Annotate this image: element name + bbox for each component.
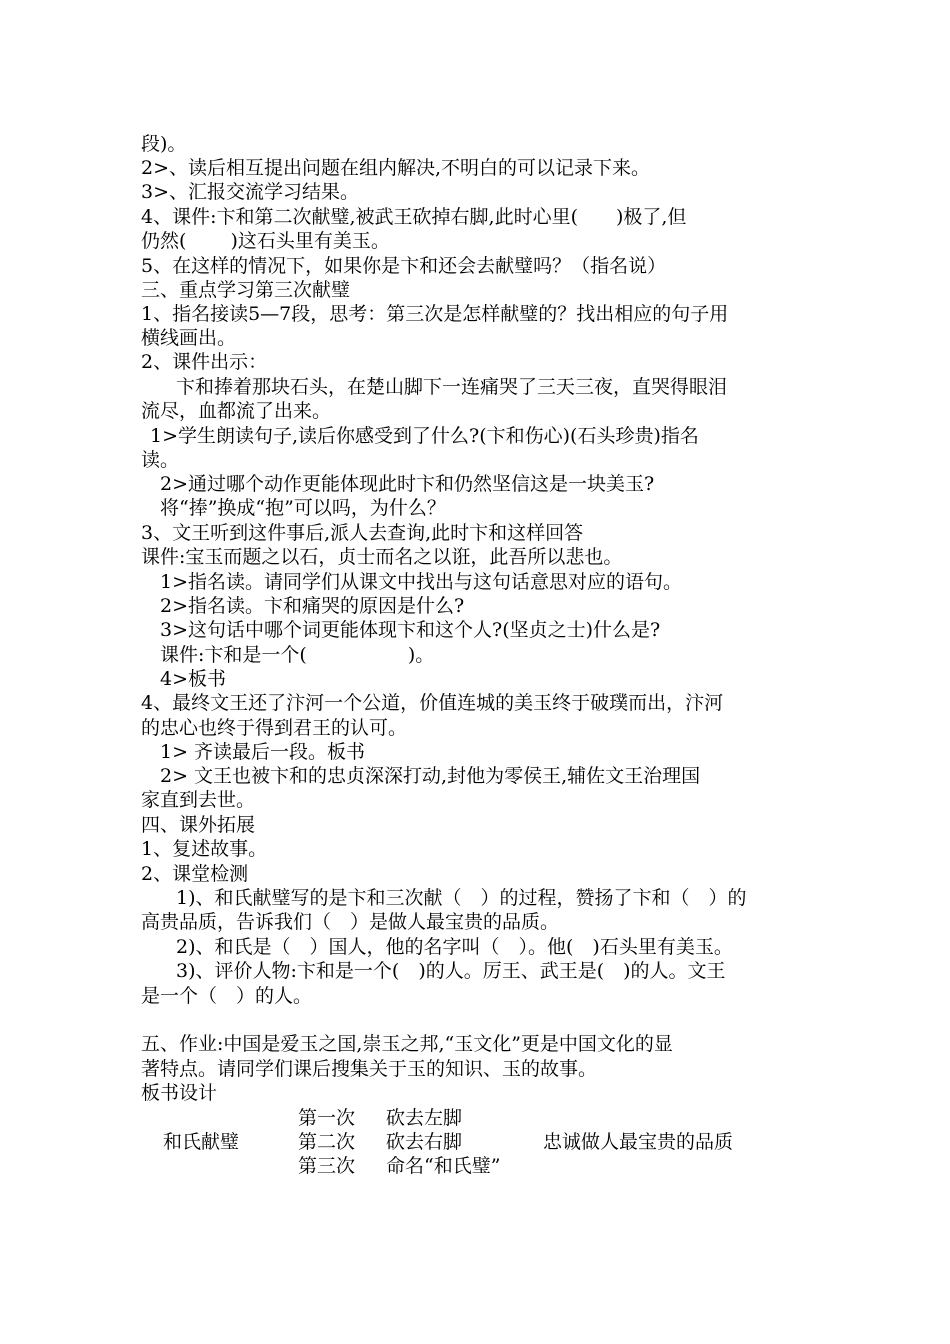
board-conclusion: 忠诚做人最宝贵的品质: [543, 1131, 734, 1153]
text-line: 3>这句话中哪个词更能体现卞和这个人?(坚贞之士)什么是?: [160, 619, 661, 641]
text-line: 5、在这样的情况下，如果你是卞和还会去献璧吗？（指名说）: [141, 255, 667, 277]
section-heading: 五、作业:中国是爱玉之国,崇玉之邦,“玉文化”更是中国文化的显: [141, 1033, 673, 1055]
board-design-heading: 板书设计: [141, 1082, 218, 1104]
text-line: 3)、评价人物:卞和是一个( )的人。厉王、武王是( )的人。文王: [176, 960, 726, 982]
text-line: 高贵品质，告诉我们（ ）是做人最宝贵的品质。: [141, 911, 560, 933]
text-line: 课件:宝玉而题之以石，贞士而名之以诳，此吾所以悲也。: [141, 546, 623, 568]
text-line: 仍然( )这石头里有美玉。: [141, 230, 390, 252]
board-row-text: 砍去右脚: [386, 1131, 463, 1153]
text-line: 2>、读后相互提出问题在组内解决,不明白的可以记录下来。: [141, 157, 651, 179]
text-line: 2>指名读。卞和痛哭的原因是什么?: [160, 595, 465, 617]
text-line: 横线画出。: [141, 327, 237, 349]
text-line: 1、指名接读5—7段，思考：第三次是怎样献璧的？找出相应的句子用: [141, 303, 729, 325]
board-row-text: 砍去左脚: [386, 1107, 463, 1129]
board-row-label: 第三次: [298, 1155, 356, 1177]
text-line: 卞和捧着那块石头，在楚山脚下一连痛哭了三天三夜，直哭得眼泪: [176, 376, 728, 398]
text-line: 是一个（ ）的人。: [141, 985, 313, 1007]
text-line: 2> 文王也被卞和的忠贞深深打动,封他为零侯王,辅佐文王治理国: [160, 765, 701, 787]
text-line: 2、课件出示：: [141, 351, 268, 373]
text-line: 1>学生朗读句子,读后你感受到了什么?(卞和伤心)(石头珍贵)指名: [150, 425, 699, 447]
text-line: 的忠心也终于得到君王的认可。: [141, 717, 408, 739]
board-row-label: 第二次: [298, 1131, 356, 1153]
text-line: 著特点。请同学们课后搜集关于玉的知识、玉的故事。: [141, 1058, 598, 1080]
text-line: 2、课堂检测: [141, 863, 249, 885]
section-heading: 三、重点学习第三次献璧: [141, 279, 351, 301]
text-line: 家直到去世。: [141, 789, 256, 811]
board-title: 和氏献璧: [163, 1131, 240, 1153]
text-line: 1)、和氏献璧写的是卞和三次献（ ）的过程，赞扬了卞和（ ）的: [176, 887, 747, 909]
text-line: 1>指名读。请同学们从课文中找出与这句话意思对应的语句。: [160, 571, 683, 593]
text-line: 3>、汇报交流学习结果。: [141, 181, 360, 203]
text-line: 1> 齐读最后一段。板书: [160, 741, 366, 763]
text-line: 2>通过哪个动作更能体现此时卞和仍然坚信这是一块美玉?: [160, 473, 655, 495]
text-line: 读。: [141, 449, 180, 471]
text-line: 课件:卞和是一个( )。: [160, 644, 435, 666]
text-line: 将“捧”换成“抱”可以吗，为什么？: [160, 497, 446, 519]
text-line: 1、复述故事。: [141, 838, 268, 860]
board-row-label: 第一次: [298, 1107, 356, 1129]
text-line: 4、最终文王还了汴河一个公道，价值连城的美玉终于破璞而出，汴河: [141, 692, 724, 714]
text-line: 流尽，血都流了出来。: [141, 400, 332, 422]
text-line: 4、课件:卞和第二次献璧,被武王砍掉右脚,此时心里( )极了,但: [141, 206, 687, 228]
text-line: 4>板书: [160, 668, 227, 690]
section-heading: 四、课外拓展: [141, 814, 256, 836]
text-line: 2)、和氏是（ ）国人，他的名字叫（ ）。他( )石头里有美玉。: [176, 936, 733, 958]
board-row-text: 命名“和氏璧”: [386, 1155, 501, 1177]
text-line: 段)。: [141, 133, 187, 155]
text-line: 3、文王听到这件事后,派人去查询,此时卞和这样回答: [141, 522, 584, 544]
